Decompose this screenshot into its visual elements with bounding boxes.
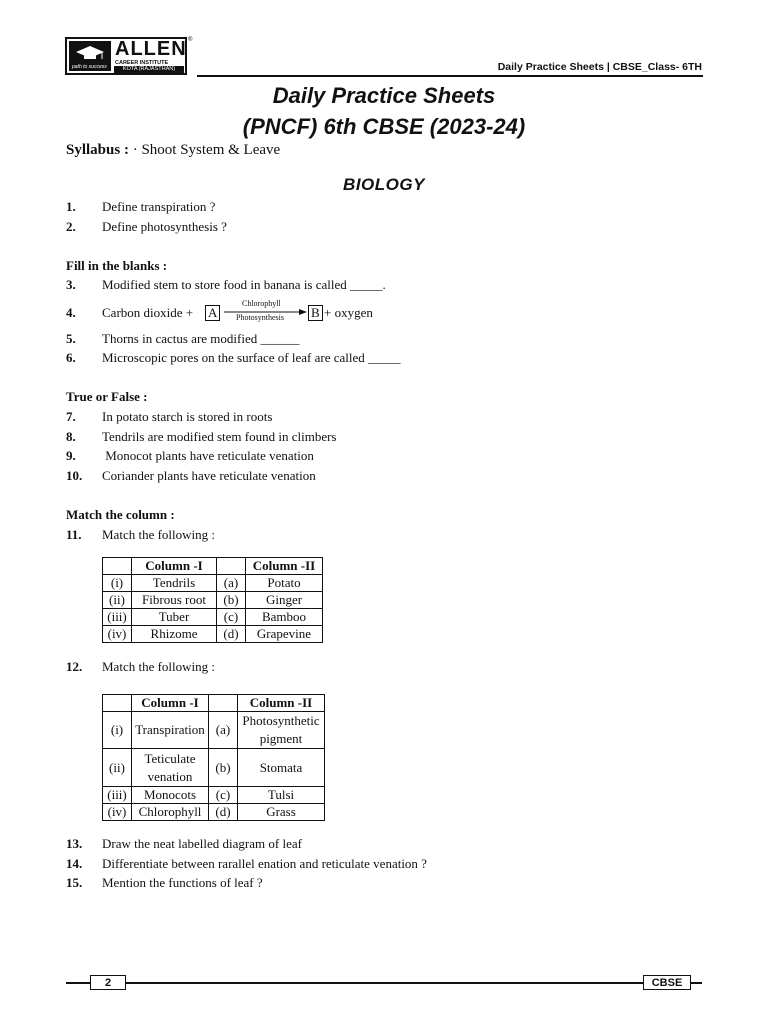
question-number: 4. (66, 305, 76, 320)
question-number: 9. (66, 448, 76, 463)
question-text: Define transpiration ? (102, 199, 216, 214)
table-row (103, 575, 323, 592)
header-rule (197, 75, 703, 77)
table-row (103, 749, 325, 787)
table-cell: Photosynthetic pigment (238, 712, 325, 749)
table-cell: (c) (217, 609, 246, 626)
table-header-row (103, 558, 323, 575)
table-cell: (i) (103, 712, 132, 749)
question-number: 11. (66, 527, 82, 542)
true-false-heading: True or False : (66, 389, 148, 404)
equation-lhs: Carbon dioxide + (102, 305, 194, 320)
registered-mark: ® (188, 37, 193, 43)
match-table-1 (102, 557, 323, 643)
question-number: 13. (66, 836, 83, 851)
question-text: Coriander plants have reticulate venation (102, 468, 316, 483)
question-text: Monocot plants have reticulate venation (102, 448, 314, 463)
table-cell: (iii) (103, 787, 132, 804)
table-row (103, 804, 325, 821)
box-b: B (308, 305, 323, 321)
table-cell: Stomata (238, 749, 325, 787)
footer-rule (66, 982, 702, 984)
equation-rhs: + oxygen (324, 305, 373, 320)
running-title: Daily Practice Sheets | CBSE_Class- 6TH (497, 61, 702, 73)
table-cell: (ii) (103, 749, 132, 787)
syllabus-value: · Shoot System & Leave (132, 142, 281, 158)
question-text: Differentiate between rarallel enation and reticulate venation ? (102, 856, 427, 871)
table-cell: (a) (209, 712, 238, 749)
question-text: Draw the neat labelled diagram of leaf (102, 836, 302, 851)
logo-line1: CAREER INSTITUTE (115, 60, 169, 66)
question-number: 2. (66, 219, 76, 234)
question-number: 14. (66, 856, 83, 871)
table-cell: (d) (209, 804, 238, 821)
allen-logo (65, 37, 187, 75)
question-number: 1. (66, 199, 76, 214)
question-text: In potato starch is stored in roots (102, 409, 273, 424)
table-row (103, 712, 325, 749)
question-text: Microscopic pores on the surface of leaf are called _____ (102, 350, 401, 365)
table-cell: Teticulate venation (132, 749, 209, 787)
table-cell: (i) (103, 575, 132, 592)
arrow-bottom-label: Photosynthesis (236, 313, 285, 322)
page-subtitle: (PNCF) 6th CBSE (2023-24) (242, 114, 526, 139)
graduation-cap-icon (75, 44, 105, 62)
question-number: 3. (66, 277, 76, 292)
question-number: 10. (66, 468, 83, 483)
table-cell: (ii) (103, 592, 132, 609)
logo-badge (69, 41, 111, 71)
table-cell: (c) (209, 787, 238, 804)
subject-heading: BIOLOGY (343, 175, 425, 194)
table-cell: Tendrils (132, 575, 217, 592)
question-text: Modified stem to store food in banana is called _____. (102, 277, 386, 292)
table-row (103, 626, 323, 643)
footer-label: CBSE (643, 975, 691, 990)
question-text: Tendrils are modified stem found in climbers (102, 429, 337, 444)
table-cell (209, 695, 238, 712)
page-title: Daily Practice Sheets (272, 83, 496, 108)
column-1-header: Column -I (132, 695, 209, 712)
column-2-header: Column -II (246, 558, 323, 575)
logo-tagline: path to success (72, 64, 107, 70)
table-cell (103, 558, 132, 575)
question-number: 6. (66, 350, 76, 365)
table-cell: Transpiration (132, 712, 209, 749)
question-text: Mention the functions of leaf ? (102, 875, 263, 890)
question-text: Define photosynthesis ? (102, 219, 227, 234)
match-heading: Match the column : (66, 507, 175, 522)
table-header-row (103, 695, 325, 712)
box-a: A (205, 305, 220, 321)
column-1-header: Column -I (132, 558, 217, 575)
syllabus-label: Syllabus : (66, 142, 129, 158)
table-row (103, 592, 323, 609)
question-text: Thorns in cactus are modified ______ (102, 331, 300, 346)
question-text: Match the following : (102, 659, 216, 674)
table-cell: (iv) (103, 804, 132, 821)
table-cell: Monocots (132, 787, 209, 804)
table-cell: Tulsi (238, 787, 325, 804)
table-cell: (iii) (103, 609, 132, 626)
table-cell: Rhizome (132, 626, 217, 643)
table-cell: Tuber (132, 609, 217, 626)
question-number: 5. (66, 331, 76, 346)
table-cell: Potato (246, 575, 323, 592)
arrow-top-label: Chlorophyll (242, 299, 281, 308)
question-number: 7. (66, 409, 76, 424)
table-row (103, 609, 323, 626)
table-cell: Chlorophyll (132, 804, 209, 821)
table-cell: Ginger (246, 592, 323, 609)
match-table-2 (102, 694, 325, 821)
table-cell: (b) (217, 592, 246, 609)
page-number: 2 (90, 975, 126, 990)
logo-brand: ALLEN (115, 38, 187, 60)
question-text: Match the following : (102, 527, 216, 542)
table-cell: Grapevine (246, 626, 323, 643)
table-cell: (a) (217, 575, 246, 592)
fill-blanks-heading: Fill in the blanks : (66, 258, 168, 273)
question-number: 8. (66, 429, 76, 444)
table-cell (103, 695, 132, 712)
question-number: 12. (66, 659, 83, 674)
syllabus (66, 142, 280, 159)
table-cell: (d) (217, 626, 246, 643)
table-cell: Grass (238, 804, 325, 821)
table-cell (217, 558, 246, 575)
question-number: 15. (66, 875, 83, 890)
table-cell: Fibrous root (132, 592, 217, 609)
table-cell: Bamboo (246, 609, 323, 626)
column-2-header: Column -II (238, 695, 325, 712)
table-cell: (iv) (103, 626, 132, 643)
table-row (103, 787, 325, 804)
logo-line2: KOTA (RAJASTHAN) (114, 66, 184, 73)
table-cell: (b) (209, 749, 238, 787)
